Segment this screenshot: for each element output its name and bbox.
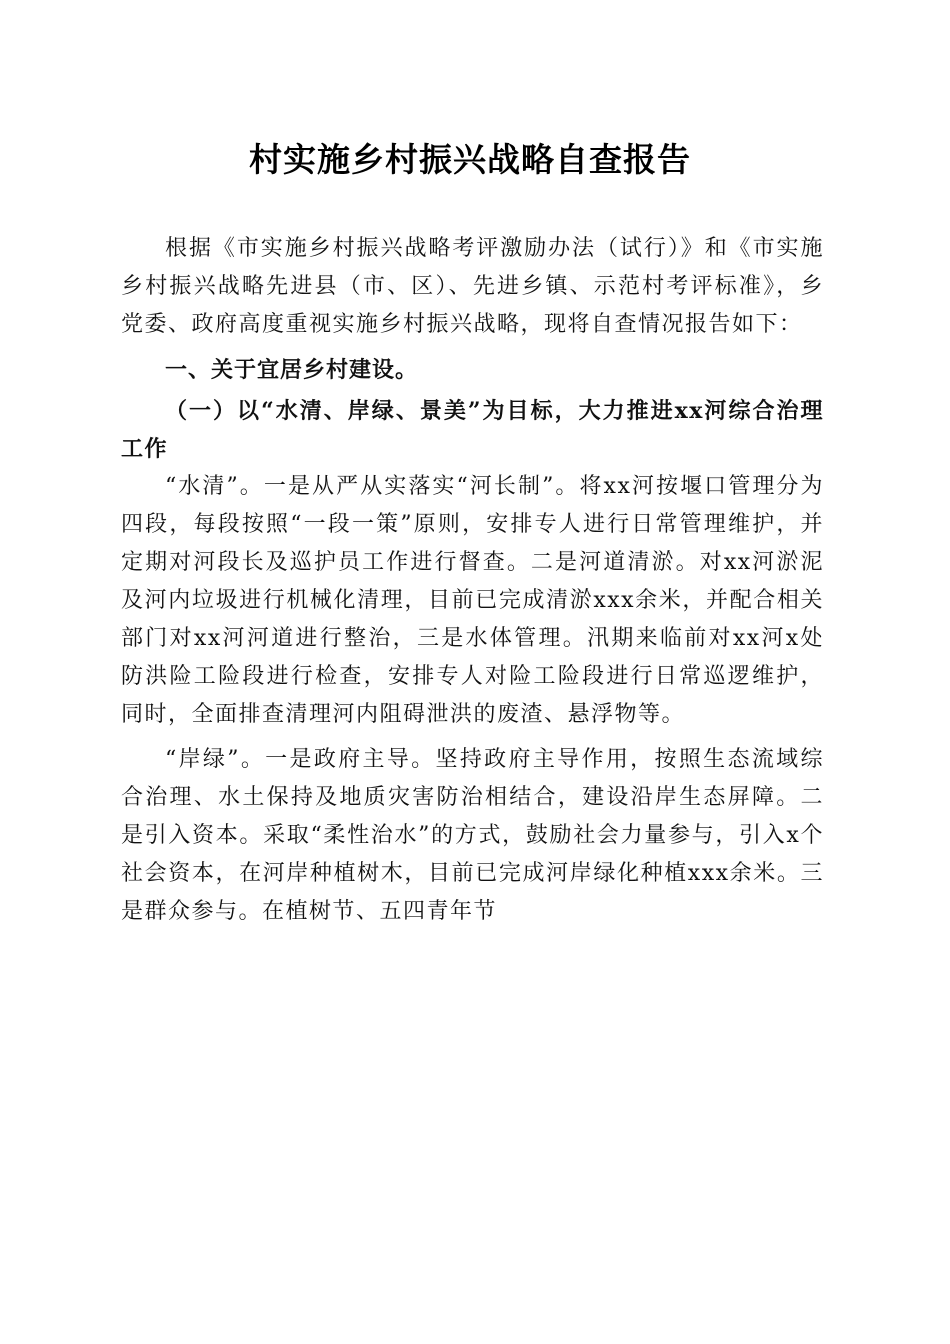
subsection-heading: （一）以“水清、岸绿、景美”为目标，大力推进xx河综合治理工作 bbox=[121, 398, 824, 462]
document-title: 村实施乡村振兴战略自查报告 bbox=[249, 140, 691, 179]
section-heading: 一、关于宜居乡村建设。 bbox=[165, 358, 419, 383]
intro-paragraph: 根据《市实施乡村振兴战略考评激励办法（试行）》和《市实施乡村振兴战略先进县（市、区）、先进乡镇、示范村考评标准》，乡党委、政府高度重视实施乡村振兴战略，现将自查情况报告如下： bbox=[121, 236, 824, 337]
water-clear-paragraph: “水清”。一是从严从实落实“河长制”。将xx河按堰口管理分为四段，每段按照“一段一策”原则，安排专人进行日常管理维护，并定期对河段长及巡护员工作进行督查。二是河道清淤。对xx河淤泥及河内垃圾进行机械化清理，目前已完成清淤xxx余米，并配合相关部门对xx河河道进行整治，三是水体管理。汛期来临前对xx河x处防洪险工险段进行检查，安排专人对险工险段进行日常巡逻维护，同时，全面排查清理河内阻碍泄洪的废渣、悬浮物等。 bbox=[121, 474, 824, 727]
document-body bbox=[121, 230, 824, 931]
bank-green-paragraph: “岸绿”。一是政府主导。坚持政府主导作用，按照生态流域综合治理、水土保持及地质灾害防治相结合，建设沿岸生态屏障。二是引入资本。采取“柔性治水”的方式，鼓励社会力量参与，引入x个社会资本，在河岸种植树木，目前已完成河岸绿化种植xxx余米。三是群众参与。在植树节、五四青年节 bbox=[121, 747, 824, 924]
